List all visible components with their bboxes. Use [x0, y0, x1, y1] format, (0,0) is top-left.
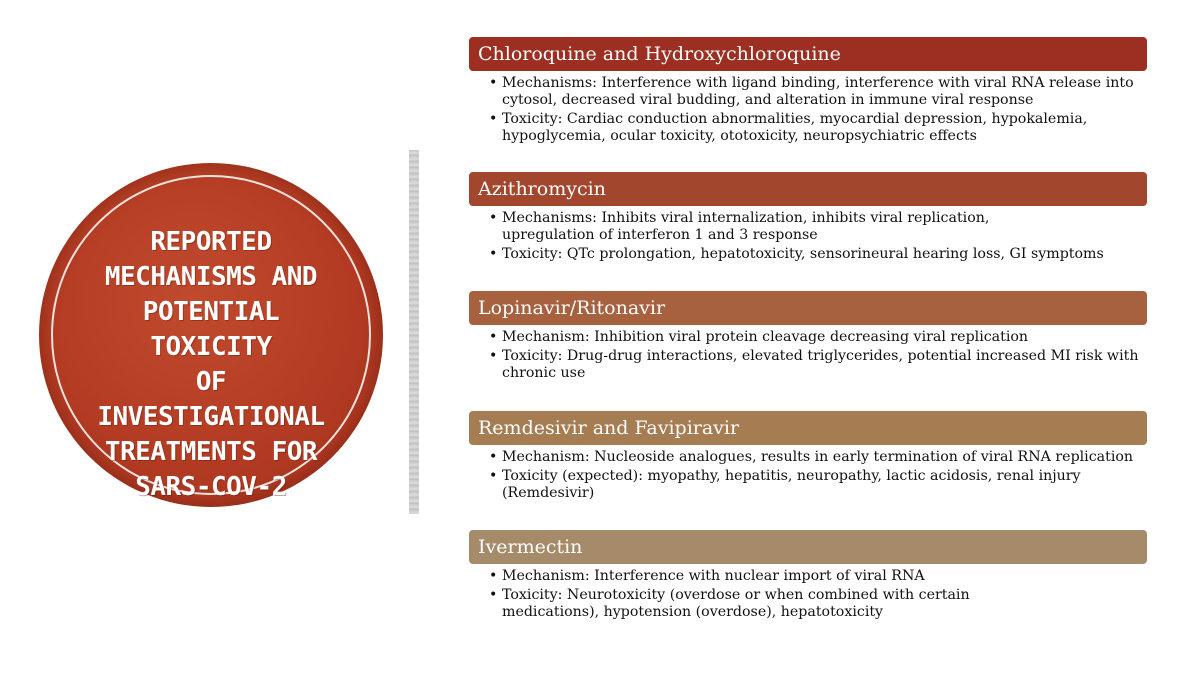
- list-item: [469, 348, 1147, 382]
- drug-section-list: [469, 568, 1147, 621]
- list-item-text: Mechanism: Interference with nuclear import of viral RNA: [502, 568, 925, 584]
- bullet-icon: •: [489, 210, 498, 226]
- list-item: [469, 568, 1147, 585]
- drug-section: [469, 37, 1147, 147]
- bullet-icon: •: [489, 111, 498, 127]
- drug-section-list: [469, 329, 1147, 382]
- drug-section: [469, 411, 1147, 504]
- drug-section-header: Azithromycin: [469, 172, 1147, 206]
- list-item-text: Mechanisms: Inhibits viral internalization, inhibits viral replication, upregulation of interferon 1 and 3 response: [502, 210, 990, 243]
- list-item: [469, 468, 1147, 502]
- bullet-icon: •: [489, 568, 498, 584]
- bullet-icon: •: [489, 587, 498, 603]
- list-item: [469, 246, 1147, 263]
- drug-section-header: Lopinavir/Ritonavir: [469, 291, 1147, 325]
- list-item-text: Toxicity: Neurotoxicity (overdose or when combined with certain medications), hypotension (overdose), hepatotoxicity: [502, 587, 970, 620]
- drug-section-header: Ivermectin: [469, 530, 1147, 564]
- drug-section-list: [469, 75, 1147, 145]
- slide-title: REPORTED MECHANISMS AND POTENTIAL TOXICITY OF INVESTIGATIONAL TREATMENTS FOR SARS-COV-2: [97, 227, 325, 502]
- list-item-text: Mechanism: Nucleoside analogues, results in early termination of viral RNA replication: [502, 449, 1134, 465]
- title-circle: [39, 163, 383, 507]
- list-item-text: Mechanism: Inhibition viral protein cleavage decreasing viral replication: [502, 329, 1029, 345]
- list-item-text: Toxicity: Cardiac conduction abnormalities, myocardial depression, hypokalemia, hypoglycemia, ocular toxicity, ototoxicity, neuropsychiatric effects: [502, 111, 1088, 144]
- drug-section-header: Remdesivir and Favipiravir: [469, 411, 1147, 445]
- bullet-icon: •: [489, 329, 498, 345]
- list-item-text: Mechanisms: Interference with ligand binding, interference with viral RNA release into cytosol, decreased viral budding, and alteration in immune viral response: [502, 75, 1134, 108]
- list-item: [469, 449, 1147, 466]
- drug-section: [469, 291, 1147, 384]
- drug-section: [469, 172, 1147, 265]
- bullet-icon: •: [489, 449, 498, 465]
- drug-section: [469, 530, 1147, 623]
- list-item: [469, 111, 1147, 145]
- list-item: [469, 329, 1147, 346]
- list-item-text: Toxicity (expected): myopathy, hepatitis, neuropathy, lactic acidosis, renal injury (Remdesivir): [502, 468, 1081, 501]
- list-item: [469, 210, 1147, 244]
- list-item-text: Toxicity: Drug-drug interactions, elevated triglycerides, potential increased MI risk with chronic use: [502, 348, 1139, 381]
- list-item-text: Toxicity: QTc prolongation, hepatotoxicity, sensorineural hearing loss, GI symptoms: [502, 246, 1104, 262]
- drug-section-header: Chloroquine and Hydroxychloroquine: [469, 37, 1147, 71]
- bullet-icon: •: [489, 468, 498, 484]
- list-item: [469, 587, 1147, 621]
- drug-section-list: [469, 449, 1147, 502]
- bullet-icon: •: [489, 246, 498, 262]
- bullet-icon: •: [489, 75, 498, 91]
- vertical-divider: [409, 150, 419, 514]
- drug-section-list: [469, 210, 1147, 263]
- list-item: [469, 75, 1147, 109]
- bullet-icon: •: [489, 348, 498, 364]
